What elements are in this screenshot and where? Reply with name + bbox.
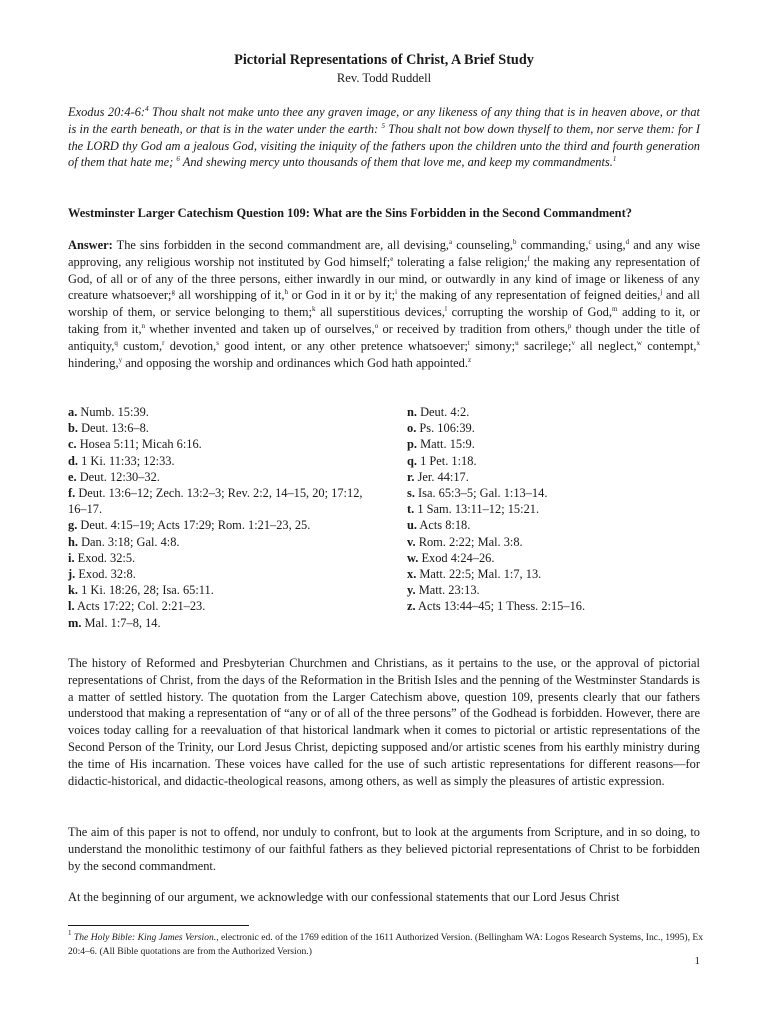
reference-letter: z. (407, 599, 416, 614)
answer-clause: or received by tradition from others, (378, 321, 568, 336)
answer-clause: the making of any representation of feigned deities, (397, 288, 661, 303)
answer-clause: adding to it, or taking from it, (68, 305, 701, 336)
answer-clause: tolerating a false religion; (393, 254, 528, 269)
reference-text: Exod. 32:8. (75, 567, 136, 582)
answer-clause: commanding, (516, 238, 589, 252)
reference-text: 1 Pet. 1:18. (417, 453, 477, 468)
reference-item (68, 517, 368, 533)
reference-item (407, 469, 707, 485)
reference-marker[interactable]: b (513, 238, 517, 246)
reference-marker[interactable]: m (611, 305, 618, 314)
reference-marker[interactable]: o (374, 321, 379, 330)
reference-item (68, 550, 368, 566)
reference-letter: f. (68, 486, 76, 501)
body-paragraph-history: The history of Reformed and Presbyterian Churchmen and Christians, as it pertains to the use, or the approval of pictorial representations of Christ, from the days of the Reformation in the British Isles and the penning of the Westminster Standards is a matter of settled history. The quotation from the Larger Catechism above, question 109, presents clearly that our fathers understood that making a representation of “any or of all of the three persons” of the Godhead is forbidden. However, there are voices today calling for a reevaluation of that historical landmark when it comes to pictorial or artistic representations of the Second Person of the Trinity, our Lord Jesus Christ, depicting supposed and/or artistic scenes from his earthly ministry during the time of His incarnation. These voices have called for the use of such artistic representations for different reasons—for didactic-historical, and didactic-theological reasons, among others, as well as simply the pleasures of artistic expression. (68, 656, 700, 788)
answer-clause: or God in it or by it; (287, 288, 396, 303)
reference-marker[interactable]: a (449, 238, 453, 246)
verse-number: 6 (176, 155, 180, 164)
reference-letter: s. (407, 486, 415, 501)
page-number: 1 (694, 955, 700, 967)
verse-text: Thou shalt not bow down thyself to them, nor serve them: for I the LORD thy God am a jealous God, visiting the iniquity of the fathers upon the children unto the third and fourth generation of them that hate me; (68, 121, 700, 170)
reference-letter: e. (68, 469, 77, 484)
answer-clause: and any wise approving, any religious worship not instituted by God himself; (68, 238, 700, 269)
reference-item (407, 582, 707, 598)
verse-number: 4 (145, 105, 149, 113)
reference-text: 1 Ki. 18:26, 28; Isa. 65:11. (78, 583, 214, 598)
reference-text: Deut. 13:6–8. (78, 421, 149, 436)
reference-letter: a. (68, 405, 78, 419)
reference-marker[interactable]: p (567, 321, 572, 330)
catechism-answer (68, 237, 700, 371)
answer-clause: simony; (469, 338, 516, 353)
reference-letter: t. (407, 502, 415, 517)
reference-marker[interactable]: h (284, 288, 288, 297)
reference-text: Dan. 3:18; Gal. 4:8. (78, 534, 180, 549)
reference-text: Numb. 15:39. (77, 405, 149, 419)
reference-marker[interactable]: x (696, 338, 700, 347)
verse-number: 5 (381, 121, 385, 130)
reference-letter: k. (68, 583, 78, 598)
answer-clause: counseling, (452, 238, 514, 252)
answer-clause: and all worship of them, or service belonging to them; (68, 288, 700, 320)
reference-text: Deut. 13:6–12; Zech. 13:2–3; Rev. 2:2, 14–15, 20; 17:12, 16–17. (68, 486, 363, 517)
reference-marker[interactable]: y (118, 355, 123, 364)
footnote-marker[interactable]: 1 (612, 155, 617, 164)
reference-letter: c. (68, 437, 77, 452)
answer-clause: sacrilege; (518, 338, 572, 353)
reference-text: Acts 8:18. (417, 518, 471, 533)
answer-clause: devotion, (164, 338, 217, 353)
reference-marker[interactable]: v (571, 338, 575, 347)
reference-text: Deut. 12:30–32. (76, 469, 160, 484)
reference-item (407, 501, 707, 517)
reference-letter: x. (407, 567, 417, 582)
reference-item (68, 436, 368, 452)
reference-item (68, 582, 368, 598)
reference-letter: q. (407, 453, 417, 468)
footnote-text: , electronic ed. of the 1769 edition of the 1611 Authorized Version. (Bellingham WA: Logos Research Systems, Inc., 1995), Ex 20:4–6. (All Bible quotations are from the Authorized Version.) (68, 932, 704, 957)
document-author: Rev. Todd Ruddell (336, 71, 432, 85)
reference-text: Matt. 23:13. (415, 583, 480, 598)
answer-clause: hindering, (68, 355, 119, 370)
answer-body (68, 238, 700, 370)
reference-marker[interactable]: i (395, 288, 398, 297)
reference-text: Exod. 32:5. (74, 550, 136, 565)
reference-text: 1 Ki. 11:33; 12:33. (78, 453, 175, 468)
answer-label: Answer: (68, 238, 113, 252)
reference-text: Exod 4:24–26. (418, 550, 495, 565)
reference-text: Hosea 5:11; Micah 6:16. (76, 437, 202, 452)
epigraph-reference: Exodus 20:4-6: (68, 105, 146, 119)
reference-item (68, 469, 368, 485)
reference-marker[interactable]: l (444, 305, 447, 314)
reference-marker[interactable]: w (636, 338, 642, 347)
reference-letter: p. (407, 437, 417, 452)
reference-item (407, 534, 707, 550)
answer-clause: and opposing the worship and ordinances which God hath appointed. (122, 355, 468, 370)
reference-letter: r. (407, 469, 415, 484)
reference-item (407, 550, 707, 566)
reference-item (407, 453, 707, 469)
scripture-references-right (407, 404, 707, 615)
reference-marker[interactable]: f (527, 254, 530, 263)
reference-item (407, 404, 707, 420)
reference-marker[interactable]: q (114, 338, 118, 347)
verse-text: Thou shalt not make unto thee any graven image, or any likeness of any thing that is in heaven above, or that is in the earth beneath, or that is in the water under the earth: (68, 105, 700, 136)
reference-marker[interactable]: r (162, 338, 165, 347)
verse-text: And shewing mercy unto thousands of them that love me, and keep my commandments. (179, 155, 613, 170)
reference-text: Isa. 65:3–5; Gal. 1:13–14. (414, 486, 548, 501)
footnote-number: 1 (68, 929, 72, 937)
reference-text: Jer. 44:17. (414, 469, 469, 484)
reference-text: Matt. 15:9. (417, 437, 475, 452)
document-title: Pictorial Representations of Christ, A Brief Study (234, 52, 534, 68)
epigraph-exodus (68, 104, 700, 171)
reference-marker[interactable]: s (216, 338, 219, 347)
reference-text: 1 Sam. 13:11–12; 15:21. (414, 502, 540, 517)
reference-item (68, 566, 368, 582)
answer-clause: though under the title of antiquity, (68, 321, 701, 353)
reference-letter: i. (68, 550, 75, 565)
answer-clause: good intent, or any other pretence whatsoever; (218, 338, 468, 353)
reference-marker[interactable]: t (467, 338, 470, 347)
footnote-title: The Holy Bible: King James Version. (73, 932, 217, 943)
body-paragraph-aim: The aim of this paper is not to offend, nor unduly to confront, but to look at the arguments from Scripture, and in so doing, to understand the monolithic testimony of our faithful fathers as they believed pictorial representations of Christ to be forbidden by the second commandment. (68, 825, 700, 873)
reference-marker[interactable]: j (660, 288, 663, 297)
scripture-references-left (68, 404, 368, 631)
reference-letter: j. (68, 567, 76, 582)
answer-clause: using, (591, 238, 626, 252)
answer-clause: all neglect, (574, 338, 637, 353)
reference-letter: u. (407, 518, 417, 533)
body-paragraph-beginning: At the beginning of our argument, we acknowledge with our confessional statements that our Lord Jesus Christ (68, 890, 620, 904)
reference-text: Deut. 4:2. (417, 405, 470, 419)
reference-item (68, 598, 368, 614)
answer-clause: contempt, (641, 338, 697, 353)
reference-text: Acts 13:44–45; 1 Thess. 2:15–16. (415, 599, 586, 614)
reference-text: Mal. 1:7–8, 14. (81, 615, 161, 630)
answer-clause: custom, (117, 338, 163, 353)
reference-marker[interactable]: c (588, 238, 592, 246)
reference-text: Deut. 4:15–19; Acts 17:29; Rom. 1:21–23, 25. (77, 518, 311, 533)
answer-clause: whether invented and taken up of ourselves, (145, 321, 375, 336)
footnote-divider (68, 925, 249, 926)
reference-item (68, 420, 368, 436)
reference-marker[interactable]: z (467, 355, 472, 364)
reference-letter: b. (68, 421, 78, 436)
reference-text: Matt. 22:5; Mal. 1:7, 13. (416, 567, 542, 582)
reference-item (407, 566, 707, 582)
reference-item (407, 436, 707, 452)
reference-item (68, 485, 368, 517)
reference-text: Acts 17:22; Col. 2:21–23. (74, 599, 206, 614)
reference-letter: w. (407, 550, 419, 565)
reference-item (407, 420, 707, 436)
reference-letter: n. (407, 405, 417, 419)
footnote (68, 931, 704, 958)
reference-marker[interactable]: n (141, 321, 146, 330)
reference-marker[interactable]: g (171, 288, 175, 297)
reference-text: Ps. 106:39. (416, 421, 475, 436)
answer-clause: corrupting the worship of God, (446, 305, 612, 320)
reference-item (68, 534, 368, 550)
reference-marker[interactable]: e (390, 254, 394, 263)
answer-clause: all worshipping of it, (174, 288, 285, 303)
reference-letter: o. (407, 421, 417, 436)
reference-letter: m. (68, 615, 82, 630)
reference-letter: v. (407, 534, 416, 549)
reference-marker[interactable]: k (312, 305, 316, 314)
reference-item (407, 598, 707, 614)
reference-marker[interactable]: u (515, 338, 519, 347)
reference-item (407, 517, 707, 533)
reference-letter: l. (68, 599, 75, 614)
answer-clause: the making any representation of God, of all or of any of the three persons, either inwardly in our mind, or outwardly in any kind of image or likeness of any creature whatsoever; (68, 254, 700, 303)
reference-letter: h. (68, 534, 78, 549)
reference-item (68, 453, 368, 469)
reference-item (68, 615, 368, 631)
reference-letter: d. (68, 453, 78, 468)
reference-item (68, 404, 368, 420)
catechism-question-heading: Westminster Larger Catechism Question 109: What are the Sins Forbidden in the Second Commandment? (68, 206, 632, 220)
reference-text: Rom. 2:22; Mal. 3:8. (415, 534, 523, 549)
reference-item (407, 485, 707, 501)
reference-marker[interactable]: d (625, 238, 630, 246)
reference-letter: y. (407, 583, 416, 598)
reference-letter: g. (68, 518, 78, 533)
answer-clause: The sins forbidden in the second commandment are, all devising, (112, 238, 449, 252)
answer-clause: all superstitious devices, (315, 305, 445, 320)
